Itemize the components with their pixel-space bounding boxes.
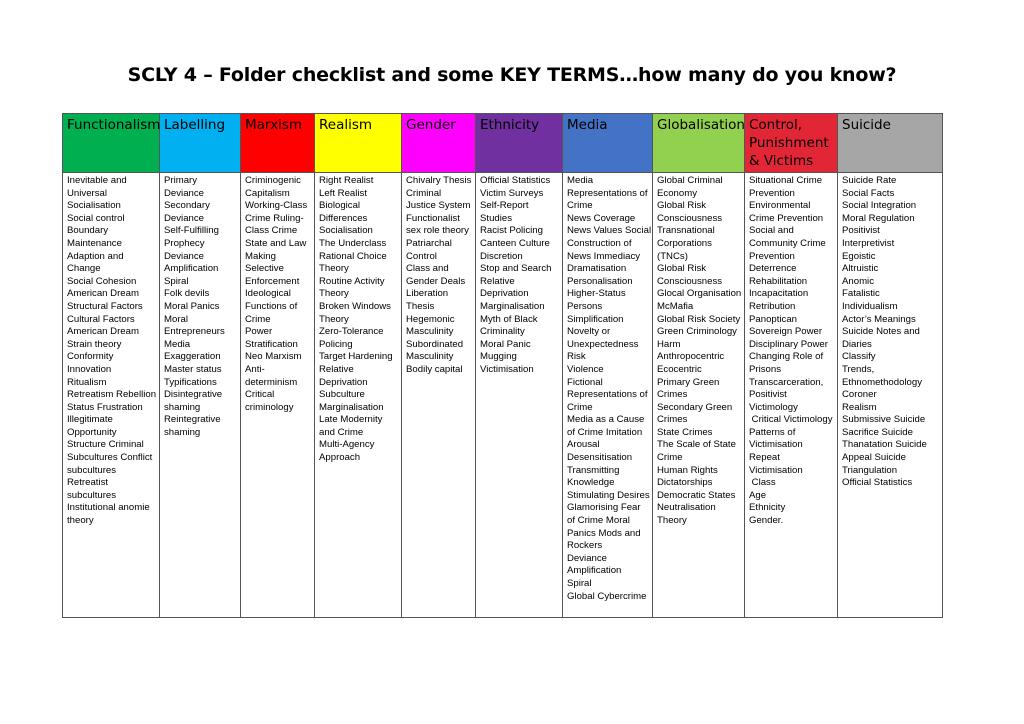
term-line: Left Realist	[319, 187, 367, 199]
term-line: Coroner	[842, 389, 877, 401]
term-line: Deprivation	[319, 376, 368, 388]
term-line: Amplification	[567, 565, 622, 577]
term-line: Consciousness	[657, 275, 723, 287]
term-line: Masculinity	[406, 326, 454, 338]
terms-cell	[563, 173, 653, 618]
term-line: sex role theory	[406, 225, 469, 237]
term-line: Prevention	[749, 250, 795, 262]
term-line: Social Cohesion	[67, 275, 137, 287]
term-line: Diaries	[842, 338, 872, 350]
term-line: Ethnicity	[749, 502, 786, 514]
term-line: Deviance	[567, 552, 607, 564]
term-line: Triangulation	[842, 464, 898, 476]
term-line: American Dream	[67, 326, 139, 338]
term-line: Hegemonic	[406, 313, 455, 325]
term-line: Criminogenic	[245, 175, 301, 186]
term-line: Democratic States	[657, 489, 736, 501]
header-cell	[315, 114, 402, 173]
column-heading: Gender	[406, 117, 456, 133]
term-line: Economy	[657, 187, 697, 199]
term-line: Official Statistics	[842, 477, 913, 489]
terms-cell	[653, 173, 745, 618]
term-line: Glocal Organisation	[657, 288, 742, 300]
term-line: Gender Deals	[406, 275, 466, 287]
term-line: Deprivation	[480, 288, 529, 300]
term-line: Late Modernity	[319, 414, 383, 426]
term-line: Routine Activity	[319, 275, 385, 287]
column-heading: Realism	[319, 117, 373, 133]
term-line: Innovation	[67, 363, 112, 375]
term-line: Ideological	[245, 288, 291, 300]
term-line: Victimisation	[480, 363, 534, 375]
term-line: Patriarchal	[406, 237, 452, 249]
term-line: Realism	[842, 401, 877, 413]
term-line: Crime	[567, 401, 593, 413]
term-line: Relative	[480, 275, 515, 287]
page-title: SCLY 4 – Folder checklist and some KEY TERMS…how many do you know?	[127, 64, 897, 86]
term-line: Subculture	[319, 389, 365, 401]
term-line: Sovereign Power	[749, 326, 823, 338]
key-terms-table	[62, 113, 943, 618]
term-line: Patterns of	[749, 426, 796, 438]
term-line: Ritualism	[67, 376, 107, 388]
term-line: Consciousness	[657, 212, 723, 224]
term-line: Deterrence	[749, 263, 797, 275]
term-line: Subcultures Conflict	[67, 452, 153, 464]
term-line: Transnational	[657, 225, 715, 237]
term-line: Green Criminology	[657, 326, 737, 338]
term-line: Fatalistic	[842, 288, 880, 300]
term-line: Discretion	[480, 250, 523, 262]
term-line: Crimes	[657, 414, 688, 426]
term-line: Class Crime	[245, 225, 298, 237]
term-line: Spiral	[567, 578, 592, 589]
term-line: McMafia	[657, 300, 694, 312]
term-line: Spiral	[164, 275, 189, 287]
term-line: Broken Windows	[319, 300, 391, 312]
term-line: Typifications	[164, 376, 217, 388]
term-line: and Crime	[319, 426, 364, 438]
term-line: Stop and Search	[480, 263, 552, 275]
term-line: subcultures	[67, 489, 117, 501]
term-line: of Crime Moral	[567, 515, 630, 527]
header-cell	[241, 114, 315, 173]
term-line: Selective	[245, 263, 284, 275]
column-heading: Ethnicity	[480, 117, 540, 133]
term-line: Harm	[657, 338, 681, 350]
terms-row	[63, 173, 943, 618]
term-line: Global Risk	[657, 263, 707, 275]
term-line: Crime	[657, 452, 683, 464]
term-line: Bodily capital	[406, 363, 463, 375]
term-line: Cultural Factors	[67, 313, 135, 325]
header-cell	[160, 114, 241, 173]
term-line: Classify	[842, 351, 876, 363]
term-line: Multi-Agency	[319, 439, 375, 451]
term-line: Anti-	[245, 363, 265, 375]
term-line: Primary Green	[657, 376, 720, 388]
term-line: Approach	[319, 452, 361, 464]
terms-cell	[476, 173, 563, 618]
column-heading: Control, Punishment & Victims	[749, 117, 829, 169]
term-line: Positivist	[842, 225, 880, 237]
term-line: Theory	[319, 288, 349, 300]
term-line: Amplification	[164, 263, 219, 275]
term-line: Victimisation	[749, 464, 803, 476]
header-row	[63, 114, 943, 173]
term-line: Criminal	[406, 187, 442, 199]
term-line: Submissive Suicide	[842, 414, 926, 426]
term-line: Deviance	[164, 187, 204, 199]
term-line: Racist Policing	[480, 225, 543, 237]
term-line: Moral Panic	[480, 338, 531, 350]
term-line: Self-Report	[480, 200, 529, 212]
term-line: Neo Marxism	[245, 351, 302, 363]
term-line: Critical	[245, 389, 275, 401]
term-line: Myth of Black	[480, 313, 538, 325]
term-line: Crime	[245, 313, 271, 325]
term-line: Ethnomethodology	[842, 376, 923, 388]
term-line: Retreatism Rebellion	[67, 389, 157, 401]
term-line: Sacrifice Suicide	[842, 426, 913, 438]
terms-cell	[838, 173, 943, 618]
header-cell	[745, 114, 838, 173]
term-line: Social control	[67, 212, 125, 224]
term-line: criminology	[245, 401, 294, 413]
terms-cell	[315, 173, 402, 618]
term-line: Novelty or	[567, 326, 611, 338]
term-line: Capitalism	[245, 187, 290, 199]
term-line: Victim Surveys	[480, 187, 544, 199]
term-line: Global Risk Society	[657, 313, 741, 325]
term-line: Liberation	[406, 288, 449, 300]
term-line: Transmitting	[567, 464, 620, 476]
term-line: Theory	[319, 313, 349, 325]
term-line: Crime	[567, 200, 593, 212]
term-line: Boundary	[67, 225, 109, 237]
term-line: Subordinated	[406, 338, 464, 350]
term-line: Masculinity	[406, 351, 454, 363]
term-line: Dictatorships	[657, 477, 713, 489]
term-line: Altruistic	[842, 263, 879, 275]
term-line: Justice System	[406, 200, 471, 212]
term-line: Suicide Rate	[842, 175, 897, 186]
term-line: Socialisation	[67, 200, 121, 212]
term-line: Representations of	[567, 187, 648, 199]
term-line: Master status	[164, 363, 222, 375]
header-cell	[63, 114, 160, 173]
term-line: Disintegrative	[164, 389, 223, 401]
term-line: The Underclass	[319, 237, 387, 249]
term-line: Desensitisation	[567, 452, 633, 464]
term-line: Global Risk	[657, 200, 707, 212]
term-line: Canteen Culture	[480, 237, 550, 249]
term-line: Knowledge	[567, 477, 615, 489]
term-line: Universal	[67, 187, 107, 199]
term-line: Dramatisation	[567, 263, 627, 275]
term-line: Social Integration	[842, 200, 917, 212]
term-line: Victimology	[749, 401, 798, 413]
term-line: Conformity	[67, 351, 114, 363]
term-line: Institutional anomie	[67, 502, 150, 514]
term-line: Fictional	[567, 376, 603, 388]
term-line: State Crimes	[657, 426, 713, 438]
term-line: Violence	[567, 363, 604, 375]
column-heading: Functionalism	[67, 117, 161, 133]
term-line: Environmental	[749, 200, 811, 212]
term-line: Glamorising Fear	[567, 502, 641, 514]
term-line: Rockers	[567, 540, 603, 552]
term-line: subcultures	[67, 464, 117, 476]
term-line: Secondary	[164, 200, 210, 212]
term-line: Crime Prevention	[749, 212, 824, 224]
term-line: Class	[749, 477, 776, 489]
term-line: Representations of	[567, 389, 648, 401]
term-line: Opportunity	[67, 426, 117, 438]
term-line: Moral	[164, 313, 188, 325]
terms-cell	[745, 173, 838, 618]
term-line: Retribution	[749, 300, 796, 312]
term-line: Incapacitation	[749, 288, 809, 300]
term-line: Making	[245, 250, 276, 262]
terms-cell	[160, 173, 241, 618]
term-line: Exaggeration	[164, 351, 221, 363]
term-line: Folk devils	[164, 288, 210, 300]
term-line: Unexpectedness	[567, 338, 639, 350]
term-line: Trends,	[842, 363, 875, 375]
term-line: Egoistic	[842, 250, 876, 262]
term-line: Functionalist	[406, 212, 460, 224]
term-line: News Values Social	[567, 225, 652, 237]
term-line: Moral Panics	[164, 300, 220, 312]
term-line: Persons	[567, 300, 603, 312]
term-line: Media as a Cause	[567, 414, 645, 426]
term-line: Prevention	[749, 187, 795, 199]
term-line: Media	[164, 338, 191, 350]
term-line: Criminality	[480, 326, 525, 338]
term-line: Marginalisation	[319, 401, 384, 413]
term-line: Media	[567, 175, 594, 186]
term-line: Transcarceration,	[749, 376, 824, 388]
term-line: Marginalisation	[480, 300, 545, 312]
terms-cell	[241, 173, 315, 618]
term-line: Personalisation	[567, 275, 633, 287]
term-line: Situational Crime	[749, 175, 823, 186]
term-line: Panics Mods and	[567, 527, 641, 539]
term-line: News Coverage	[567, 212, 636, 224]
header-cell	[563, 114, 653, 173]
header-cell	[838, 114, 943, 173]
term-line: Global Criminal	[657, 175, 723, 186]
term-line: American Dream	[67, 288, 139, 300]
term-line: Studies	[480, 212, 512, 224]
term-line: Policing	[319, 338, 353, 350]
term-line: Illegitimate	[67, 414, 113, 426]
term-line: Construction of	[567, 237, 632, 249]
term-line: Repeat	[749, 452, 780, 464]
term-line: Individualism	[842, 300, 898, 312]
term-line: Community Crime	[749, 237, 826, 249]
terms-cell	[63, 173, 160, 618]
term-line: shaming	[164, 401, 201, 413]
term-line: Corporations	[657, 237, 712, 249]
term-line: determinism	[245, 376, 298, 388]
header-cell	[653, 114, 745, 173]
term-line: Appeal Suicide	[842, 452, 907, 464]
column-heading: Suicide	[842, 117, 891, 133]
term-line: Thanatation Suicide	[842, 439, 927, 451]
term-line: Positivist	[749, 389, 787, 401]
term-line: Disciplinary Power	[749, 338, 828, 350]
term-line: Zero-Tolerance	[319, 326, 384, 338]
term-line: Reintegrative	[164, 414, 221, 426]
term-line: Power	[245, 326, 273, 338]
terms-cell	[402, 173, 476, 618]
column-heading: Globalisation	[657, 117, 745, 133]
term-line: Primary	[164, 175, 198, 186]
term-line: Maintenance	[67, 237, 122, 249]
term-line: Prophecy	[164, 237, 205, 249]
term-line: Control	[406, 250, 437, 262]
term-line: Ecocentric	[657, 363, 702, 375]
term-line: Stratification	[245, 338, 298, 350]
term-line: Critical Victimology	[749, 414, 833, 426]
term-line: Right Realist	[319, 175, 374, 186]
header-cell	[476, 114, 563, 173]
term-line: Anthropocentric	[657, 351, 725, 363]
term-line: State and Law	[245, 237, 307, 249]
column-heading: Media	[567, 117, 608, 133]
term-line: Differences	[319, 212, 368, 224]
term-line: Gender.	[749, 515, 784, 527]
term-line: Interpretivist	[842, 237, 895, 249]
term-line: Target Hardening	[319, 351, 393, 363]
term-line: Biological	[319, 200, 361, 212]
term-line: of Crime Imitation	[567, 426, 643, 438]
term-line: Higher-Status	[567, 288, 626, 300]
term-line: Relative	[319, 363, 354, 375]
term-line: Secondary Green	[657, 401, 733, 413]
term-line: Class and	[406, 263, 449, 275]
term-line: Change	[67, 263, 101, 275]
term-line: Mugging	[480, 351, 517, 363]
term-line: Actor’s Meanings	[842, 313, 916, 325]
term-line: Risk	[567, 351, 586, 363]
term-line: Crimes	[657, 389, 688, 401]
term-line: The Scale of State	[657, 439, 736, 451]
term-line: theory	[67, 515, 94, 527]
header-cell	[402, 114, 476, 173]
term-line: Thesis	[406, 300, 435, 312]
term-line: Socialisation	[319, 225, 373, 237]
term-line: (TNCs)	[657, 250, 688, 262]
term-line: Self-Fulfilling	[164, 225, 219, 237]
term-line: Functions of	[245, 300, 298, 312]
term-line: Changing Role of	[749, 351, 824, 363]
term-line: Panoptican	[749, 313, 798, 325]
term-line: Social and	[749, 225, 794, 237]
term-line: Status Frustration	[67, 401, 143, 413]
term-line: Prisons	[749, 363, 781, 375]
term-line: Entrepreneurs	[164, 326, 225, 338]
term-line: Theory	[319, 263, 349, 275]
term-line: Victimisation	[749, 439, 803, 451]
term-line: Strain theory	[67, 338, 122, 350]
term-line: Global Cybercrime	[567, 590, 647, 602]
term-line: Chivalry Thesis	[406, 175, 472, 186]
term-line: Enforcement	[245, 275, 300, 287]
term-line: Retreatist	[67, 477, 109, 489]
column-heading: Marxism	[245, 117, 303, 133]
column-heading: Labelling	[164, 117, 226, 133]
term-line: News Immediacy	[567, 250, 641, 262]
term-line: Crime Ruling-	[245, 212, 304, 224]
term-line: Deviance	[164, 250, 204, 262]
term-line: Official Statistics	[480, 175, 551, 186]
term-line: Deviance	[164, 212, 204, 224]
term-line: shaming	[164, 426, 201, 438]
term-line: Age	[749, 489, 767, 501]
term-line: Rehabilitation	[749, 275, 808, 287]
term-line: Stimulating Desires	[567, 489, 650, 501]
term-line: Arousal	[567, 439, 600, 451]
term-line: Anomic	[842, 275, 874, 287]
term-line: Neutralisation	[657, 502, 716, 514]
term-line: Theory	[657, 515, 687, 527]
term-line: Suicide Notes and	[842, 326, 920, 338]
term-line: Simplification	[567, 313, 624, 325]
term-line: Adaption and	[67, 250, 124, 262]
term-line: Human Rights	[657, 464, 718, 476]
term-line: Structure Criminal	[67, 439, 144, 451]
term-line: Moral Regulation	[842, 212, 915, 224]
term-line: Structural Factors	[67, 300, 143, 312]
term-line: Inevitable and	[67, 175, 127, 186]
term-line: Social Facts	[842, 187, 895, 199]
term-line: Rational Choice	[319, 250, 387, 262]
term-line: Working-Class	[245, 200, 308, 212]
